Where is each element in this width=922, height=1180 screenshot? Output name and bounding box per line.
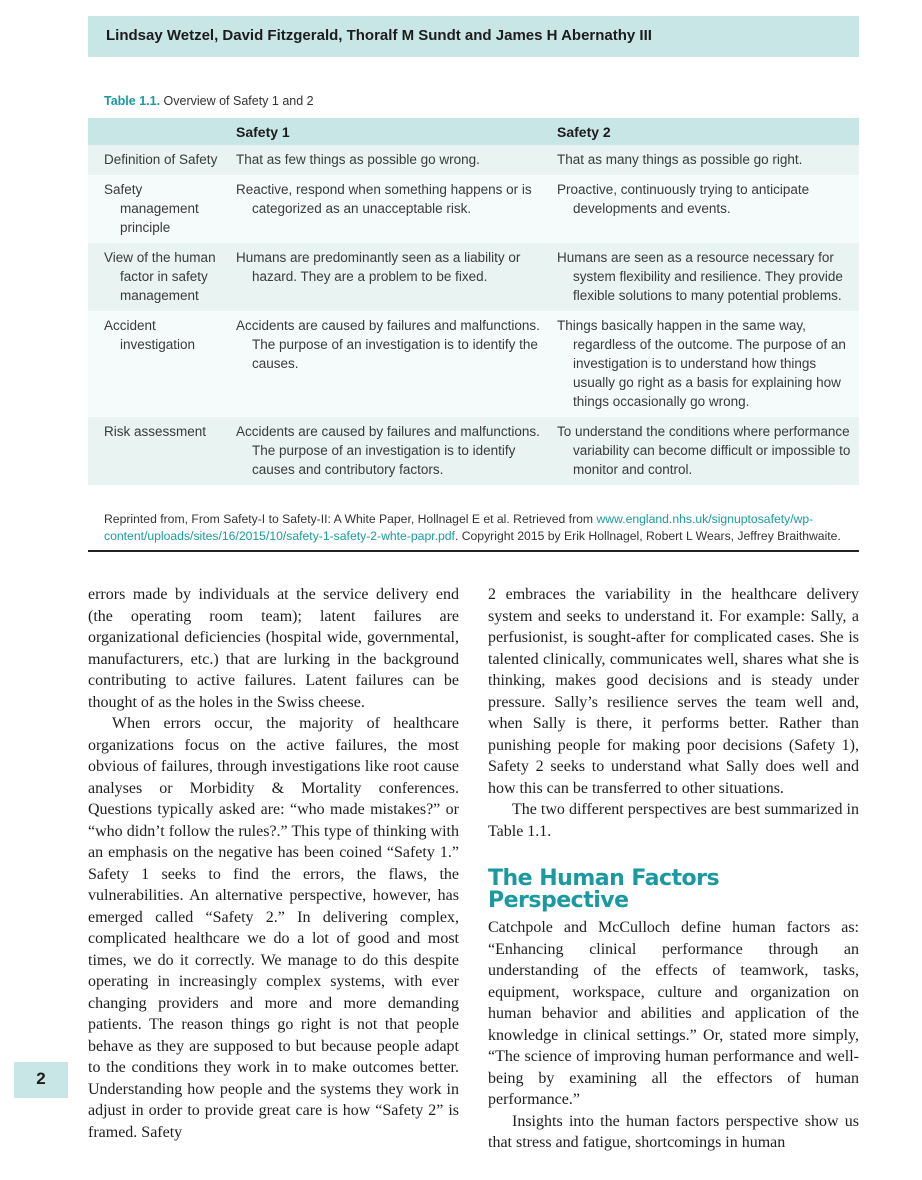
table-header-empty bbox=[88, 118, 228, 145]
table-bottom-rule bbox=[88, 550, 859, 552]
table-row bbox=[88, 145, 859, 175]
row-label: Definition of Safety bbox=[104, 152, 218, 167]
row-label: Safety management principle bbox=[104, 182, 199, 235]
table-row bbox=[88, 311, 859, 417]
row-label: Risk assessment bbox=[104, 424, 207, 439]
row-label: View of the human factor in safety management bbox=[104, 250, 216, 303]
body-paragraph: The two different perspectives are best summarized in Table 1.1. bbox=[488, 801, 859, 840]
row-safety2: Proactive, continuously trying to anticipate developments and events. bbox=[557, 182, 810, 216]
running-header bbox=[88, 16, 859, 57]
row-safety2: That as many things as possible go right. bbox=[557, 152, 803, 167]
section-heading: The Human Factors Perspective bbox=[488, 866, 720, 913]
table-row bbox=[88, 243, 859, 311]
table-caption-text: Overview of Safety 1 and 2 bbox=[163, 94, 314, 108]
row-safety1: That as few things as possible go wrong. bbox=[236, 152, 480, 167]
body-paragraph: Catchpole and McCulloch define human factors as: “Enhancing clinical performance through an understanding of the effects of teamwork, tasks, equipment, workspace, culture and organization on human behavior and abilities and application of the knowledge in clinical settings.” Or, stated more simply, “The science of improving human performance and well-being by examining all the effectors of human performance.” bbox=[488, 919, 859, 1108]
table-row bbox=[88, 417, 859, 485]
table-caption bbox=[104, 94, 314, 108]
table-caption-label: Table 1.1. bbox=[104, 94, 161, 108]
source-text: Reprinted from, From Safety-I to Safety-II: A White Paper, Hollnagel E et al. Retrieved from bbox=[104, 512, 597, 526]
table-header-safety2: Safety 2 bbox=[549, 118, 859, 145]
table-row bbox=[88, 175, 859, 243]
left-column bbox=[88, 584, 459, 1143]
safety-comparison-table bbox=[88, 118, 859, 485]
row-safety1: Accidents are caused by failures and malfunctions. The purpose of an investigation is to identify causes and contributory factors. bbox=[236, 424, 540, 477]
row-safety1: Humans are predominantly seen as a liability or hazard. They are a problem to be fixed. bbox=[236, 250, 521, 284]
row-safety1: Accidents are caused by failures and malfunctions. The purpose of an investigation is to identify the causes. bbox=[236, 318, 540, 371]
body-paragraph: When errors occur, the majority of healthcare organizations focus on the active failures, the most obvious of failures, through investigations like root cause analyses or Morbidity & Mortality conferences. Questions typically asked are: “who made mistakes?” or “who didn’t follow the rules?.” This type of thinking with an emphasis on the negative has been coined “Safety 1.” Safety 1 seeks to find the errors, the flaws, the vulnerabilities. An alternative perspective, however, has emerged called “Safety 2.” In delivering complex, complicated healthcare we do a lot of good and most times, we do it correctly. We manage to do this despite operating in increasingly complex systems, with ever changing providers and more and more demanding patients. The reason things go right is not that people behave as they are supposed to but because people adapt to the conditions they work in to make outcomes better. Understanding how people and the systems they work in adjust in order to provide great care is how “Safety 2” is framed. Safety bbox=[88, 715, 459, 1141]
table-source-note bbox=[88, 511, 859, 545]
row-safety2: Humans are seen as a resource necessary for system flexibility and resilience. They provide flexible solutions to many potential problems. bbox=[557, 250, 843, 303]
row-safety2: To understand the conditions where performance variability can become difficult or impossible to monitor and control. bbox=[557, 424, 851, 477]
body-paragraph: 2 embraces the variability in the healthcare delivery system and seeks to understand it. For example: Sally, a perfusionist, is sought-after for complicated cases. She is talented clinically, communicates well, shares what she is thinking, makes good decisions and is steady under pressure. Sally’s resilience serves the team well and, when Sally is there, it performs better. Rather than punishing people for making poor decisions (Safety 1), Safety 2 seeks to understand what Sally does well and how this can be transferred to other situations. bbox=[488, 586, 859, 797]
source-link[interactable]: www.england.nhs.uk/signuptosafety/wp-content/uploads/sites/16/2015/10/safety-1-safety-2-whte-papr.pdf bbox=[104, 512, 814, 543]
row-safety1: Reactive, respond when something happens or is categorized as an unacceptable risk. bbox=[236, 182, 532, 216]
page-number: 2 bbox=[36, 1069, 46, 1088]
right-column bbox=[488, 584, 859, 1154]
row-safety2: Things basically happen in the same way, regardless of the outcome. The purpose of an investigation is to understand how things usually go right as a basis for explaining how things occasionally go wrong. bbox=[557, 318, 846, 409]
row-label: Accident investigation bbox=[104, 318, 196, 352]
body-paragraph: Insights into the human factors perspective show us that stress and fatigue, shortcomings in human bbox=[488, 1112, 859, 1151]
header-authors: Lindsay Wetzel, David Fitzgerald, Thoralf M Sundt and James H Abernathy III bbox=[106, 27, 652, 44]
source-copyright: . Copyright 2015 by Erik Hollnagel, Robert L Wears, Jeffrey Braithwaite. bbox=[454, 529, 841, 543]
table-header-safety1: Safety 1 bbox=[228, 118, 549, 145]
body-paragraph: errors made by individuals at the service delivery end (the operating room team); latent failures are organizational deficiencies (hospital wide, governmental, manufacturers, etc.) that are lurking in the background contributing to active failures. Latent failures can be thought of as the holes in the Swiss cheese. bbox=[88, 586, 459, 711]
page-number-box bbox=[14, 1062, 68, 1098]
table-header-row bbox=[88, 118, 859, 145]
